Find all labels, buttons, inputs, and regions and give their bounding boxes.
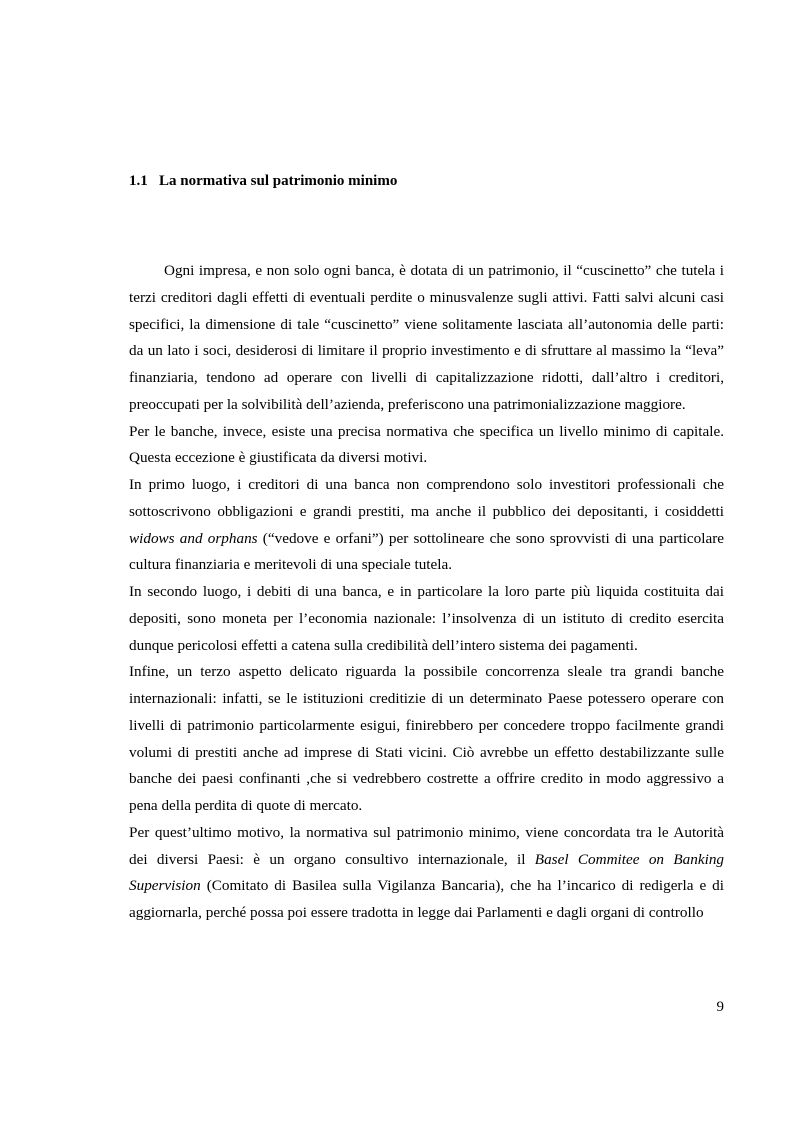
paragraph-3-text-a: In primo luogo, i creditori di una banca non comprendono solo investitori professionali che sottoscrivono obbligazioni e grandi prestiti, ma anche il pubblico dei depositanti, i cosiddetti <box>129 476 724 520</box>
section-number: 1.1 <box>129 173 148 189</box>
paragraph-4: In secondo luogo, i debiti di una banca, e in particolare la loro parte più liquida costituita dai depositi, sono moneta per l’economia nazionale: l’insolvenza di un istituto di credito esercita dunque pericolosi effetti a catena sulla credibilità dell’intero sistema dei pagamenti. <box>129 583 724 654</box>
paragraph-6 <box>129 820 724 927</box>
paragraph-1: Ogni impresa, e non solo ogni banca, è dotata di un patrimonio, il “cuscinetto” che tutela i terzi creditori dagli effetti di eventuali perdite o minusvalenze sugli attivi. Fatti salvi alcuni casi specifici, la dimensione di tale “cuscinetto” viene solitamente lasciata all’autonomia delle parti: da un lato i soci, desiderosi di limitare il proprio investimento e di sfruttare al massimo la “leva” finanziaria, tendono ad operare con livelli di capitalizzazione ridotti, dall’altro i creditori, preoccupati per la solvibilità dell’azienda, preferiscono una patrimonializzazione maggiore. <box>129 262 724 413</box>
paragraph-3-emphasis: widows and orphans <box>129 529 258 547</box>
body-text <box>129 258 724 927</box>
paragraph-2: Per le banche, invece, esiste una precisa normativa che specifica un livello minimo di capitale. Questa eccezione è giustificata da diversi motivi. <box>129 422 724 467</box>
paragraph-5: Infine, un terzo aspetto delicato riguarda la possibile concorrenza sleale tra grandi banche internazionali: infatti, se le istituzioni creditizie di un determinato Paese potessero operare con livelli di patrimonio particolarmente esigui, finirebbero per concedere troppo facilmente grandi volumi di prestiti anche ad imprese di Stati vicini. Ciò avrebbe un effetto destabilizzante sulle banche dei paesi confinanti ,che si vedrebbero costrette a offrire credito in modo aggressivo a pena della perdita di quote di mercato. <box>129 663 724 814</box>
paragraph-3 <box>129 472 724 579</box>
paragraph-6-text-a: Per quest’ultimo motivo, la normativa sul patrimonio minimo, viene concordata tra le Autorità dei diversi Paesi: è un organo consultivo internazionale, il <box>129 823 724 868</box>
paragraph-3-text-b: (“vedove e orfani”) per sottolineare che sono sprovvisti di una particolare cultura finanziaria e meritevoli di una speciale tutela. <box>129 529 725 574</box>
page-number: 9 <box>716 999 724 1015</box>
paragraph-6-emphasis: Basel Commitee on Banking Supervision <box>129 850 725 895</box>
paragraph-6-text-b: (Comitato di Basilea sulla Vigilanza Bancaria), che ha l’incarico di redigerla e di aggiornarla, perché possa poi essere tradotta in legge dai Parlamenti e dagli organi di controllo <box>129 877 724 921</box>
section-title: La normativa sul patrimonio minimo <box>159 173 398 189</box>
section-heading <box>129 173 397 190</box>
